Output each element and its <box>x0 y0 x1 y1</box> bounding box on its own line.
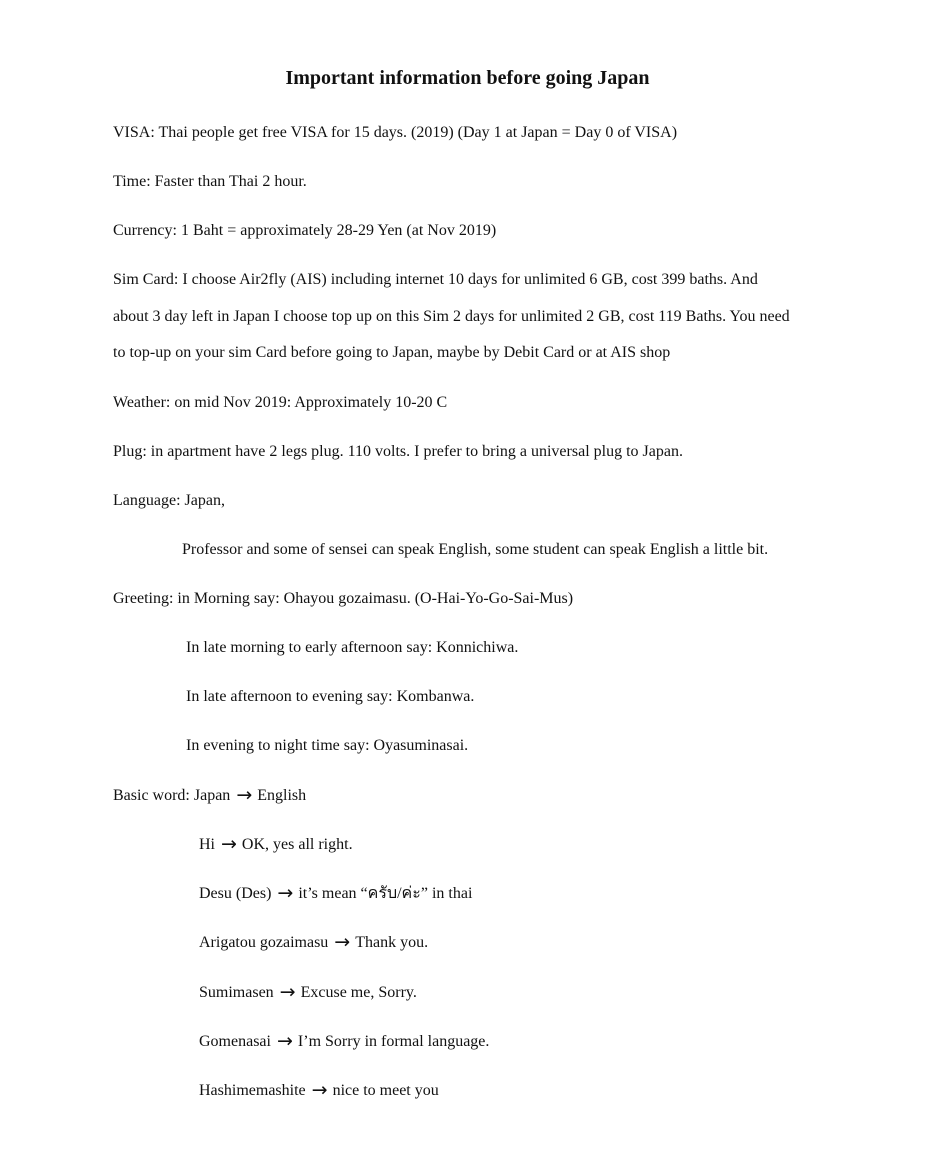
right-arrow-icon: → <box>277 882 294 904</box>
word-japanese: Gomenasai <box>199 1033 271 1050</box>
sim-card-line: to top-up on your sim Card before going to Japan, maybe by Debit Card or at AIS shop <box>113 344 671 361</box>
word-japanese: Sumimasen <box>199 984 274 1001</box>
word-japanese: Hi <box>199 836 215 853</box>
word-entry <box>199 882 472 905</box>
right-arrow-icon: → <box>311 1079 328 1101</box>
right-arrow-icon: → <box>276 1030 293 1052</box>
right-arrow-icon: → <box>236 784 253 806</box>
word-entry <box>199 833 353 856</box>
word-english: Thank you. <box>355 934 429 951</box>
greeting-line: In late morning to early afternoon say: Konnichiwa. <box>186 639 519 656</box>
word-entry <box>199 981 417 1004</box>
word-entry <box>199 1030 489 1053</box>
word-english: I’m Sorry in formal language. <box>297 1033 490 1050</box>
word-english: it’s mean “ครับ/ค่ะ” in thai <box>298 885 473 902</box>
language-detail: Professor and some of sensei can speak English, some student can speak English a little bit. <box>182 541 769 558</box>
visa-line: VISA: Thai people get free VISA for 15 days. (2019) (Day 1 at Japan = Day 0 of VISA) <box>113 124 678 141</box>
basic-word-heading-right: English <box>257 787 307 804</box>
basic-word-heading <box>113 784 306 807</box>
word-english: OK, yes all right. <box>241 836 353 853</box>
weather-line: Weather: on mid Nov 2019: Approximately 10-20 C <box>113 394 448 411</box>
word-japanese: Desu (Des) <box>199 885 272 902</box>
greeting-line: In evening to night time say: Oyasuminasai. <box>186 737 469 754</box>
currency-line: Currency: 1 Baht = approximately 28-29 Yen (at Nov 2019) <box>113 222 497 239</box>
sim-card-line: about 3 day left in Japan I choose top up on this Sim 2 days for unlimited 2 GB, cost 119 Baths. You need <box>113 308 790 325</box>
sim-card-line: Sim Card: I choose Air2fly (AIS) including internet 10 days for unlimited 6 GB, cost 399 baths. And <box>113 271 758 288</box>
word-entry <box>199 1079 439 1102</box>
word-entry <box>199 931 428 954</box>
language-heading: Language: Japan, <box>113 492 225 509</box>
right-arrow-icon: → <box>279 981 296 1003</box>
word-japanese: Arigatou gozaimasu <box>199 934 329 951</box>
plug-line: Plug: in apartment have 2 legs plug. 110 volts. I prefer to bring a universal plug to Japan. <box>113 443 683 460</box>
right-arrow-icon: → <box>221 833 237 855</box>
document-title: Important information before going Japan <box>285 67 650 89</box>
time-line: Time: Faster than Thai 2 hour. <box>113 173 307 190</box>
basic-word-heading-left: Basic word: Japan <box>113 787 231 804</box>
right-arrow-icon: → <box>334 931 351 953</box>
greeting-line: In late afternoon to evening say: Kombanwa. <box>186 688 475 705</box>
greeting-heading: Greeting: in Morning say: Ohayou gozaimasu. (O-Hai-Yo-Go-Sai-Mus) <box>113 590 574 607</box>
word-english: Excuse me, Sorry. <box>300 984 417 1001</box>
word-japanese: Hashimemashite <box>199 1082 306 1099</box>
word-english: nice to meet you <box>332 1082 439 1099</box>
